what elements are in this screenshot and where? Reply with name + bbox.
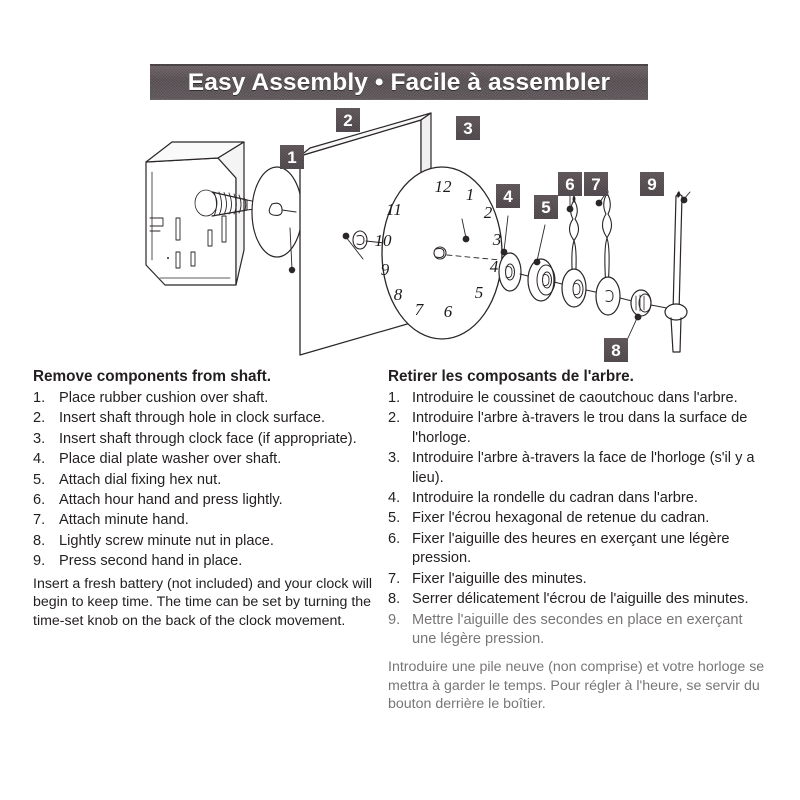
step-text: Attach hour hand and press lightly.: [59, 492, 283, 509]
callout-badge-9: 9: [640, 172, 664, 196]
minute-hand-part: [596, 188, 632, 315]
svg-text:10: 10: [374, 231, 392, 250]
step-number: 1.: [33, 390, 46, 407]
step-number: 2.: [33, 410, 46, 427]
callout-badge-5: 5: [534, 195, 558, 219]
step-number: 3.: [388, 450, 401, 467]
step-item: [388, 570, 768, 589]
step-number: 3.: [33, 430, 46, 447]
french-closing-paragraph: Introduire une pile neuve (non comprise) et votre horloge se mettra à garder le temps. Pour régler à l'heure, se servir du bouton derrière le boîtier.: [388, 659, 765, 713]
hex-nut-part: [528, 259, 566, 301]
svg-text:5: 5: [474, 283, 484, 302]
svg-text:11: 11: [386, 200, 402, 219]
step-text: Serrer délicatement l'écrou de l'aiguille des minutes.: [412, 591, 749, 608]
assembly-diagram-svg: [0, 100, 800, 365]
step-text: Place rubber cushion over shaft.: [59, 390, 269, 407]
svg-text:7: 7: [414, 300, 424, 319]
step-item: [388, 389, 768, 408]
svg-text:1: 1: [465, 185, 475, 204]
step-number: 6.: [33, 492, 46, 509]
svg-text:4: 4: [489, 257, 499, 276]
step-text: Introduire la rondelle du cadran dans l'arbre.: [412, 490, 698, 507]
callout-badge-3: 3: [456, 116, 480, 140]
step-text: Insert shaft through clock face (if appropriate).: [59, 430, 357, 447]
step-item: [388, 530, 768, 569]
step-item: [33, 532, 378, 551]
step-number: 2.: [388, 410, 401, 427]
step-number: 7.: [388, 570, 401, 587]
step-number: 9.: [388, 611, 401, 628]
english-heading: Remove components from shaft.: [33, 368, 271, 385]
dial-plate-washer-part: [499, 253, 532, 291]
step-number: 4.: [388, 490, 401, 507]
step-text: Attach minute hand.: [59, 512, 189, 529]
step-number: 8.: [388, 591, 401, 608]
step-item: [33, 450, 378, 469]
hour-hand-part: [562, 195, 600, 307]
step-text: Fixer l'aiguille des minutes.: [412, 570, 587, 587]
french-heading: Retirer les composants de l'arbre.: [388, 368, 634, 385]
step-item: [388, 509, 768, 528]
callout-badge-1: 1: [280, 145, 304, 169]
step-text: Press second hand in place.: [59, 553, 243, 570]
step-text: Fixer l'aiguille des heures en exerçant une légère pression.: [412, 530, 730, 567]
instructions-column-french: [388, 368, 768, 714]
step-item: [388, 489, 768, 508]
svg-text:12: 12: [434, 177, 452, 196]
step-text: Introduire l'arbre à-travers le trou dans la surface de l'horloge.: [412, 410, 748, 446]
svg-text:6: 6: [443, 302, 453, 321]
step-text: Introduire l'arbre à-travers la face de l'horloge (s'il y a lieu).: [412, 450, 755, 486]
step-item: [33, 389, 378, 408]
callout-badge-6: 6: [558, 172, 582, 196]
step-item: [33, 552, 378, 571]
callout-badge-2: 2: [336, 108, 360, 132]
step-number: 7.: [33, 512, 46, 529]
step-text: Place dial plate washer over shaft.: [59, 451, 282, 468]
header-banner: [150, 64, 648, 100]
callout-badge-8: 8: [604, 338, 628, 362]
step-text: Introduire le coussinet de caoutchouc dans l'arbre.: [412, 390, 738, 407]
step-item: [388, 449, 768, 488]
step-number: 5.: [388, 510, 401, 527]
step-number: 8.: [33, 532, 46, 549]
step-item: [33, 409, 378, 428]
step-item: [33, 471, 378, 490]
step-item: [33, 511, 378, 530]
step-number: 6.: [388, 530, 401, 547]
callout-badge-4: 4: [496, 184, 520, 208]
step-number: 9.: [33, 553, 46, 570]
svg-text:8: 8: [393, 285, 403, 304]
step-text: Attach dial fixing hex nut.: [59, 471, 222, 488]
assembly-illustration: [0, 100, 800, 365]
step-item: [388, 590, 768, 609]
instructions-column-english: [33, 368, 378, 630]
step-text: Mettre l'aiguille des secondes en place en exerçant une légère pression.: [412, 611, 743, 647]
english-closing-paragraph: Insert a fresh battery (not included) and your clock will begin to keep time. The time can be set by turning the time-set knob on the back of the clock movement.: [33, 575, 373, 629]
svg-text:2: 2: [483, 203, 493, 222]
step-number: 4.: [33, 451, 46, 468]
step-text: Fixer l'écrou hexagonal de retenue du cadran.: [412, 510, 710, 527]
rubber-cushion-part: [252, 167, 302, 257]
banner-title: Easy Assembly • Facile à assembler: [187, 68, 611, 96]
step-text: Lightly screw minute nut in place.: [59, 532, 274, 549]
english-step-list: [33, 389, 378, 572]
french-step-list: [388, 389, 768, 649]
svg-text:9: 9: [380, 260, 390, 279]
step-item: [33, 491, 378, 510]
step-item: [388, 611, 768, 650]
svg-text:3: 3: [492, 230, 502, 249]
step-number: 5.: [33, 471, 46, 488]
step-item: [33, 430, 378, 449]
step-number: 1.: [388, 390, 401, 407]
step-text: Insert shaft through hole in clock surface.: [59, 410, 326, 427]
callout-badge-7: 7: [584, 172, 608, 196]
step-item: [388, 409, 768, 448]
second-hand-part: [665, 191, 687, 352]
